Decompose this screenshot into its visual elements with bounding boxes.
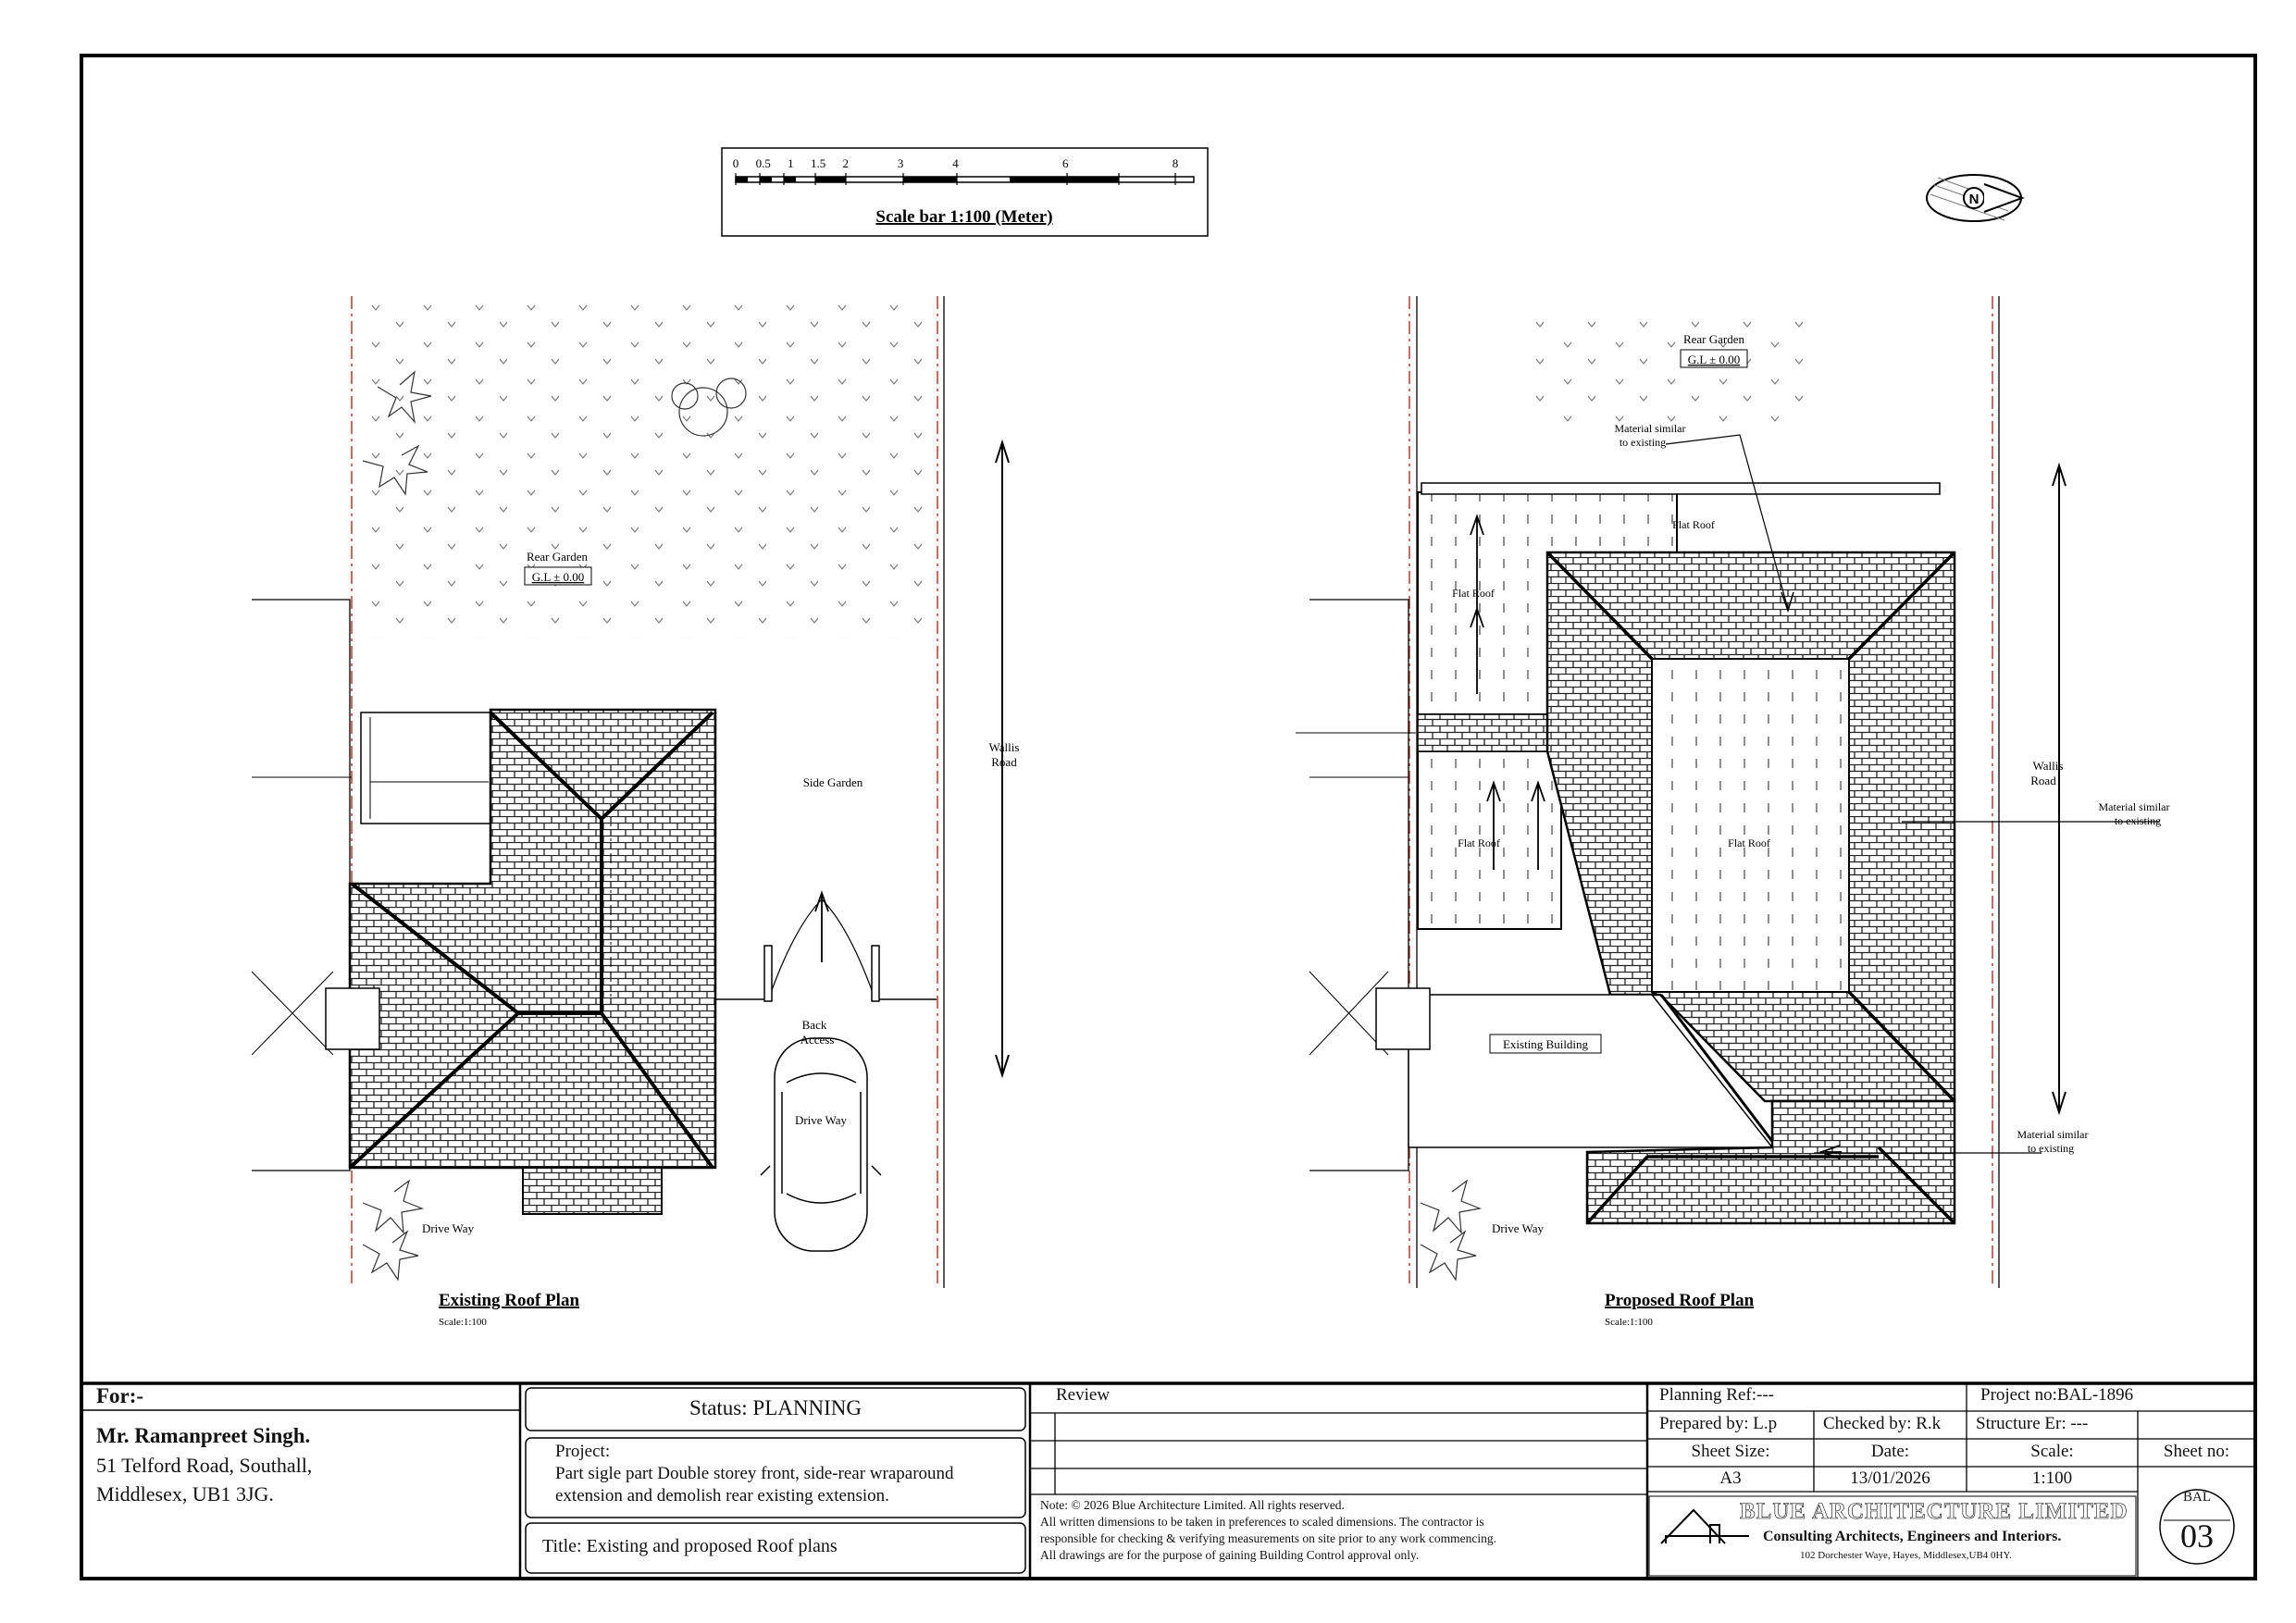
- sheet-number: 03: [2180, 1518, 2214, 1555]
- flat-roof-center-label: Flat Roof: [1728, 836, 1770, 849]
- flat-roof-left-label: Flat Roof: [1452, 587, 1495, 600]
- existing-plan-scale: Scale:1:100: [439, 1317, 487, 1328]
- drawing-title: Title: Existing and proposed Roof plans: [542, 1536, 838, 1556]
- material-bottom-label: Material similar: [2017, 1128, 2089, 1141]
- note-line-2: All written dimensions to be taken in preferences to scaled dimensions. The contractor is: [1040, 1515, 1484, 1529]
- note-line-1: Note: © 2026 Blue Architecture Limited. All rights reserved.: [1040, 1498, 1345, 1512]
- company-address: 102 Dorchester Waye, Hayes, Middlesex,UB4 0HY.: [1800, 1550, 2012, 1561]
- scale-tick-0: 0: [732, 156, 739, 170]
- note-line-4: All drawings are for the purpose of gaining Building Control approval only.: [1040, 1548, 1420, 1562]
- back-access-label-2: Access: [800, 1033, 835, 1047]
- rear-garden-label-2: Rear Garden: [1682, 332, 1745, 346]
- existing-building-label: Existing Building: [1502, 1037, 1589, 1051]
- sheet-size-value: A3: [1719, 1468, 1742, 1488]
- sheet-size-label: Sheet Size:: [1691, 1442, 1770, 1461]
- proposed-plan-title: Proposed Roof Plan: [1605, 1291, 1755, 1310]
- rear-garden-label: Rear Garden: [526, 550, 589, 564]
- date-value: 13/01/2026: [1850, 1468, 1930, 1488]
- scale-tick-7: 6: [1062, 156, 1069, 170]
- for-label: For:-: [96, 1384, 144, 1407]
- north-label: N: [1968, 192, 1980, 207]
- company-name: BLUE ARCHITECTURE LIMITED: [1740, 1499, 2128, 1524]
- wallis-road-label-3: Wallis: [2032, 759, 2064, 773]
- material-right-label-2: to existing: [2114, 814, 2162, 827]
- note-line-3: responsible for checking & verifying measurements on site prior to any work commencing.: [1040, 1531, 1496, 1545]
- company-tagline: Consulting Architects, Engineers and Interiors.: [1763, 1529, 2062, 1544]
- scale-value: 1:100: [2031, 1468, 2073, 1488]
- sheet-prefix: BAL: [2183, 1490, 2211, 1505]
- scale-tick-5: 3: [897, 156, 904, 170]
- scale-tick-3: 1.5: [810, 156, 826, 170]
- flat-roof-lower-left-label: Flat Roof: [1458, 836, 1500, 849]
- scale-tick-2: 1: [788, 156, 794, 170]
- back-access-label: Back: [801, 1018, 827, 1032]
- project-line2: extension and demolish rear existing extension.: [555, 1486, 889, 1505]
- prepared-by: Prepared by: L.p: [1659, 1414, 1778, 1433]
- existing-roof-plan: [252, 296, 1019, 1328]
- ground-level-label: G.L ± 0.00: [531, 570, 585, 584]
- scale-tick-6: 4: [952, 156, 959, 170]
- wallis-road-label-2: Road: [991, 755, 1017, 769]
- proposed-roof-plan: [1296, 296, 2169, 1328]
- flat-roof-top-label: Flat Roof: [1672, 518, 1715, 531]
- wallis-road-label: Wallis: [988, 740, 1020, 754]
- date-label: Date:: [1870, 1442, 1910, 1461]
- review-label: Review: [1056, 1385, 1111, 1405]
- car-icon: [761, 1038, 881, 1251]
- drive-way-car-label: Drive Way: [794, 1113, 848, 1127]
- wallis-road-label-4: Road: [2030, 774, 2056, 787]
- scale-bar-title: Scale bar 1:100 (Meter): [875, 207, 1053, 227]
- proposed-plan-scale: Scale:1:100: [1605, 1317, 1653, 1328]
- material-bottom-label-2: to existing: [2027, 1142, 2075, 1155]
- material-top-label: Material similar: [1614, 422, 1686, 435]
- drive-way-label-2: Drive Way: [1491, 1221, 1545, 1235]
- project-number: Project no:BAL-1896: [1980, 1385, 2134, 1405]
- north-arrow-icon: [1927, 175, 2022, 221]
- scale-tick-1: 0.5: [755, 156, 771, 170]
- scale-bar: [722, 148, 1208, 236]
- client-address-line1: 51 Telford Road, Southall,: [96, 1454, 313, 1477]
- scale-label: Scale:: [2030, 1442, 2074, 1461]
- sheet-no-label: Sheet no:: [2163, 1442, 2230, 1461]
- scale-tick-4: 2: [842, 156, 849, 170]
- project-line1: Part sigle part Double storey front, side-rear wraparound: [555, 1464, 954, 1483]
- status-label: Status: PLANNING: [689, 1396, 862, 1419]
- side-garden-label: Side Garden: [802, 775, 863, 789]
- drive-way-label: Drive Way: [421, 1221, 475, 1235]
- material-top-label-2: to existing: [1619, 436, 1667, 449]
- structure-engineer: Structure Er: ---: [1976, 1414, 2089, 1433]
- tree-icon-2: [1421, 1181, 1480, 1280]
- project-label: Project:: [555, 1442, 611, 1461]
- existing-plan-title: Existing Roof Plan: [439, 1291, 580, 1310]
- checked-by: Checked by: R.k: [1823, 1414, 1942, 1433]
- planning-ref: Planning Ref:---: [1659, 1385, 1775, 1405]
- ground-level-label-2: G.L ± 0.00: [1687, 353, 1741, 366]
- scale-tick-8: 8: [1172, 156, 1179, 170]
- client-name: Mr. Ramanpreet Singh.: [96, 1424, 311, 1447]
- client-address-line2: Middlesex, UB1 3JG.: [96, 1482, 274, 1505]
- material-right-label: Material similar: [2098, 800, 2170, 813]
